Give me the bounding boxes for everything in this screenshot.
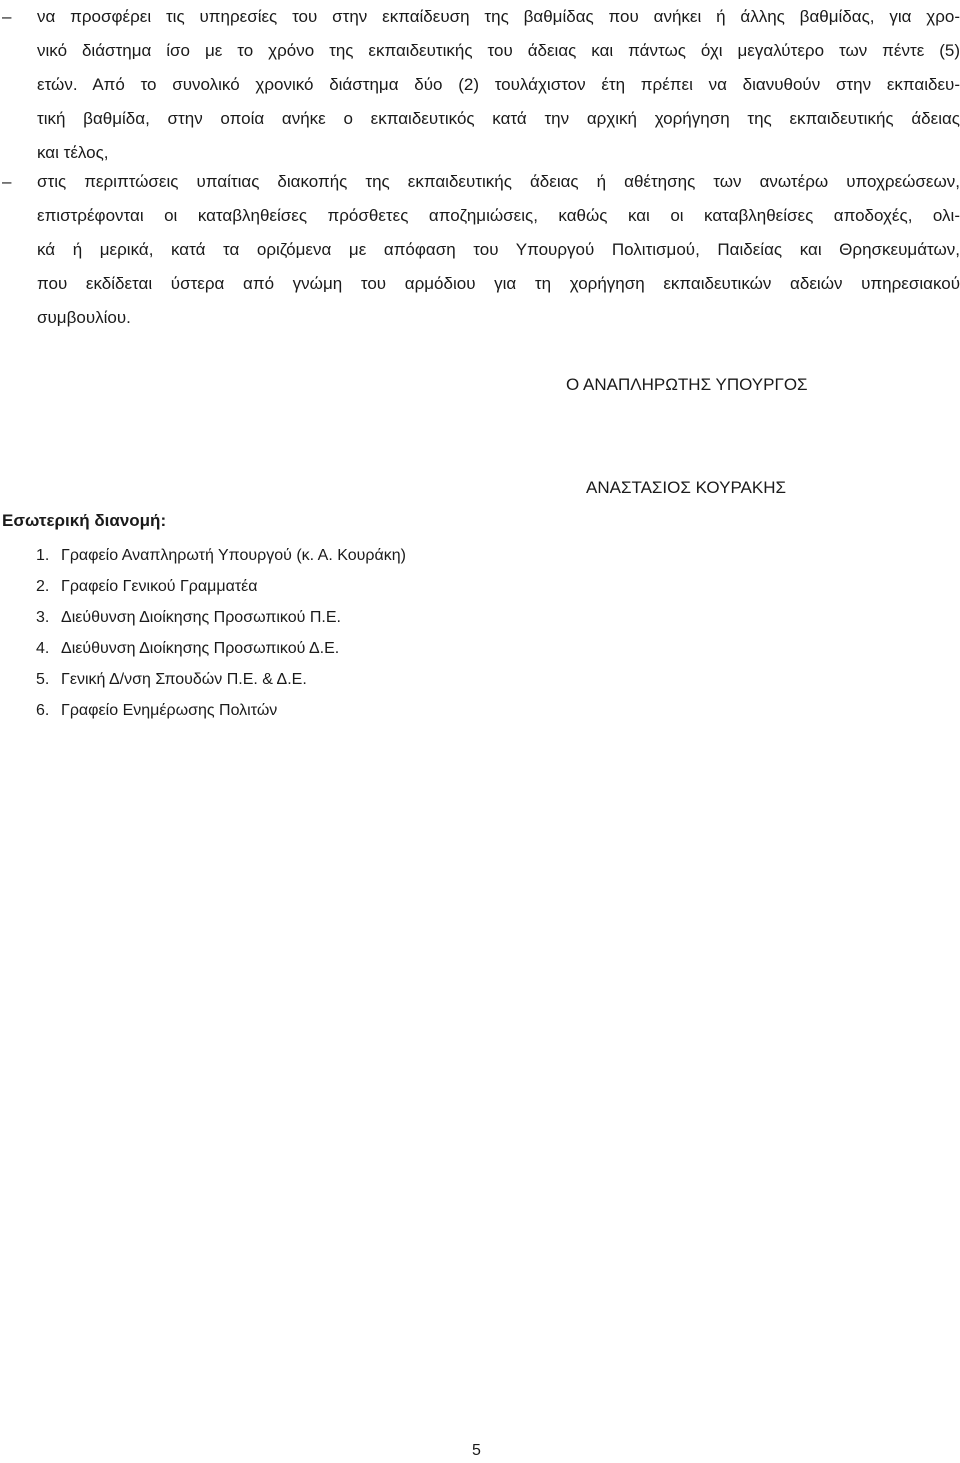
list-text: Γραφείο Ενημέρωσης Πολιτών (61, 702, 278, 719)
obligation-text (37, 0, 960, 170)
text-line: τική βαθμίδα, στην οποία ανήκε ο εκπαιδευτικός κατά την αρχική χορήγηση της εκπαιδευτικής άδειας (37, 109, 960, 128)
list-number: 3. (36, 609, 50, 626)
list-number: 2. (36, 578, 50, 595)
list-number: 5. (36, 671, 50, 688)
list-number: 1. (36, 547, 50, 564)
page-number: 5 (472, 1442, 481, 1459)
text-line: νικό διάστημα ίσο με το χρόνο της εκπαιδευτικής του άδειας και πάντως όχι μεγαλύτερο των πέντε (5) (37, 41, 960, 60)
list-text: Γενική Δ/νση Σπουδών Π.Ε. & Δ.Ε. (61, 671, 307, 688)
dash-bullet: – (2, 172, 12, 191)
list-text: Γραφείο Αναπληρωτή Υπουργού (κ. Α. Κουράκη) (61, 547, 406, 564)
text-line: και τέλος, (37, 143, 109, 162)
text-line: συμβουλίου. (37, 308, 131, 327)
list-number: 6. (36, 702, 50, 719)
text-line: να προσφέρει τις υπηρεσίες του στην εκπαίδευση της βαθμίδας που ανήκει ή άλλης βαθμίδας, για χρο- (37, 7, 960, 26)
signer-title: Ο ΑΝΑΠΛΗΡΩΤΗΣ ΥΠΟΥΡΓΟΣ (566, 375, 808, 394)
list-text: Διεύθυνση Διοίκησης Προσωπικού Δ.Ε. (61, 640, 340, 657)
text-line: ετών. Από το συνολικό χρονικό διάστημα δύο (2) τουλάχιστον έτη πρέπει να διανυθούν στην εκπαιδευ- (37, 75, 960, 94)
distribution-heading: Εσωτερική διανομή: (2, 511, 167, 530)
obligation-text (37, 165, 960, 335)
list-number: 4. (36, 640, 50, 657)
text-line: κά ή μερικά, κατά τα οριζόμενα με απόφαση του Υπουργού Πολιτισμού, Παιδείας και Θρησκευμάτων, (37, 240, 960, 259)
text-line: στις περιπτώσεις υπαίτιας διακοπής της εκπαιδευτικής άδειας ή αθέτησης των ανωτέρω υποχρεώσεων, (37, 172, 960, 191)
text-line: επιστρέφονται οι καταβληθείσες πρόσθετες αποζημιώσεις, καθώς και οι καταβληθείσες αποδοχές, ολι- (37, 206, 960, 225)
list-text: Γραφείο Γενικού Γραμματέα (61, 578, 258, 595)
dash-bullet: – (2, 7, 12, 26)
signer-name: ΑΝΑΣΤΑΣΙΟΣ ΚΟΥΡΑΚΗΣ (586, 478, 786, 497)
text-line: που εκδίδεται ύστερα από γνώμη του αρμόδιου για τη χορήγηση εκπαιδευτικών αδειών υπηρεσιακού (37, 274, 960, 293)
list-text: Διεύθυνση Διοίκησης Προσωπικού Π.Ε. (61, 609, 341, 626)
